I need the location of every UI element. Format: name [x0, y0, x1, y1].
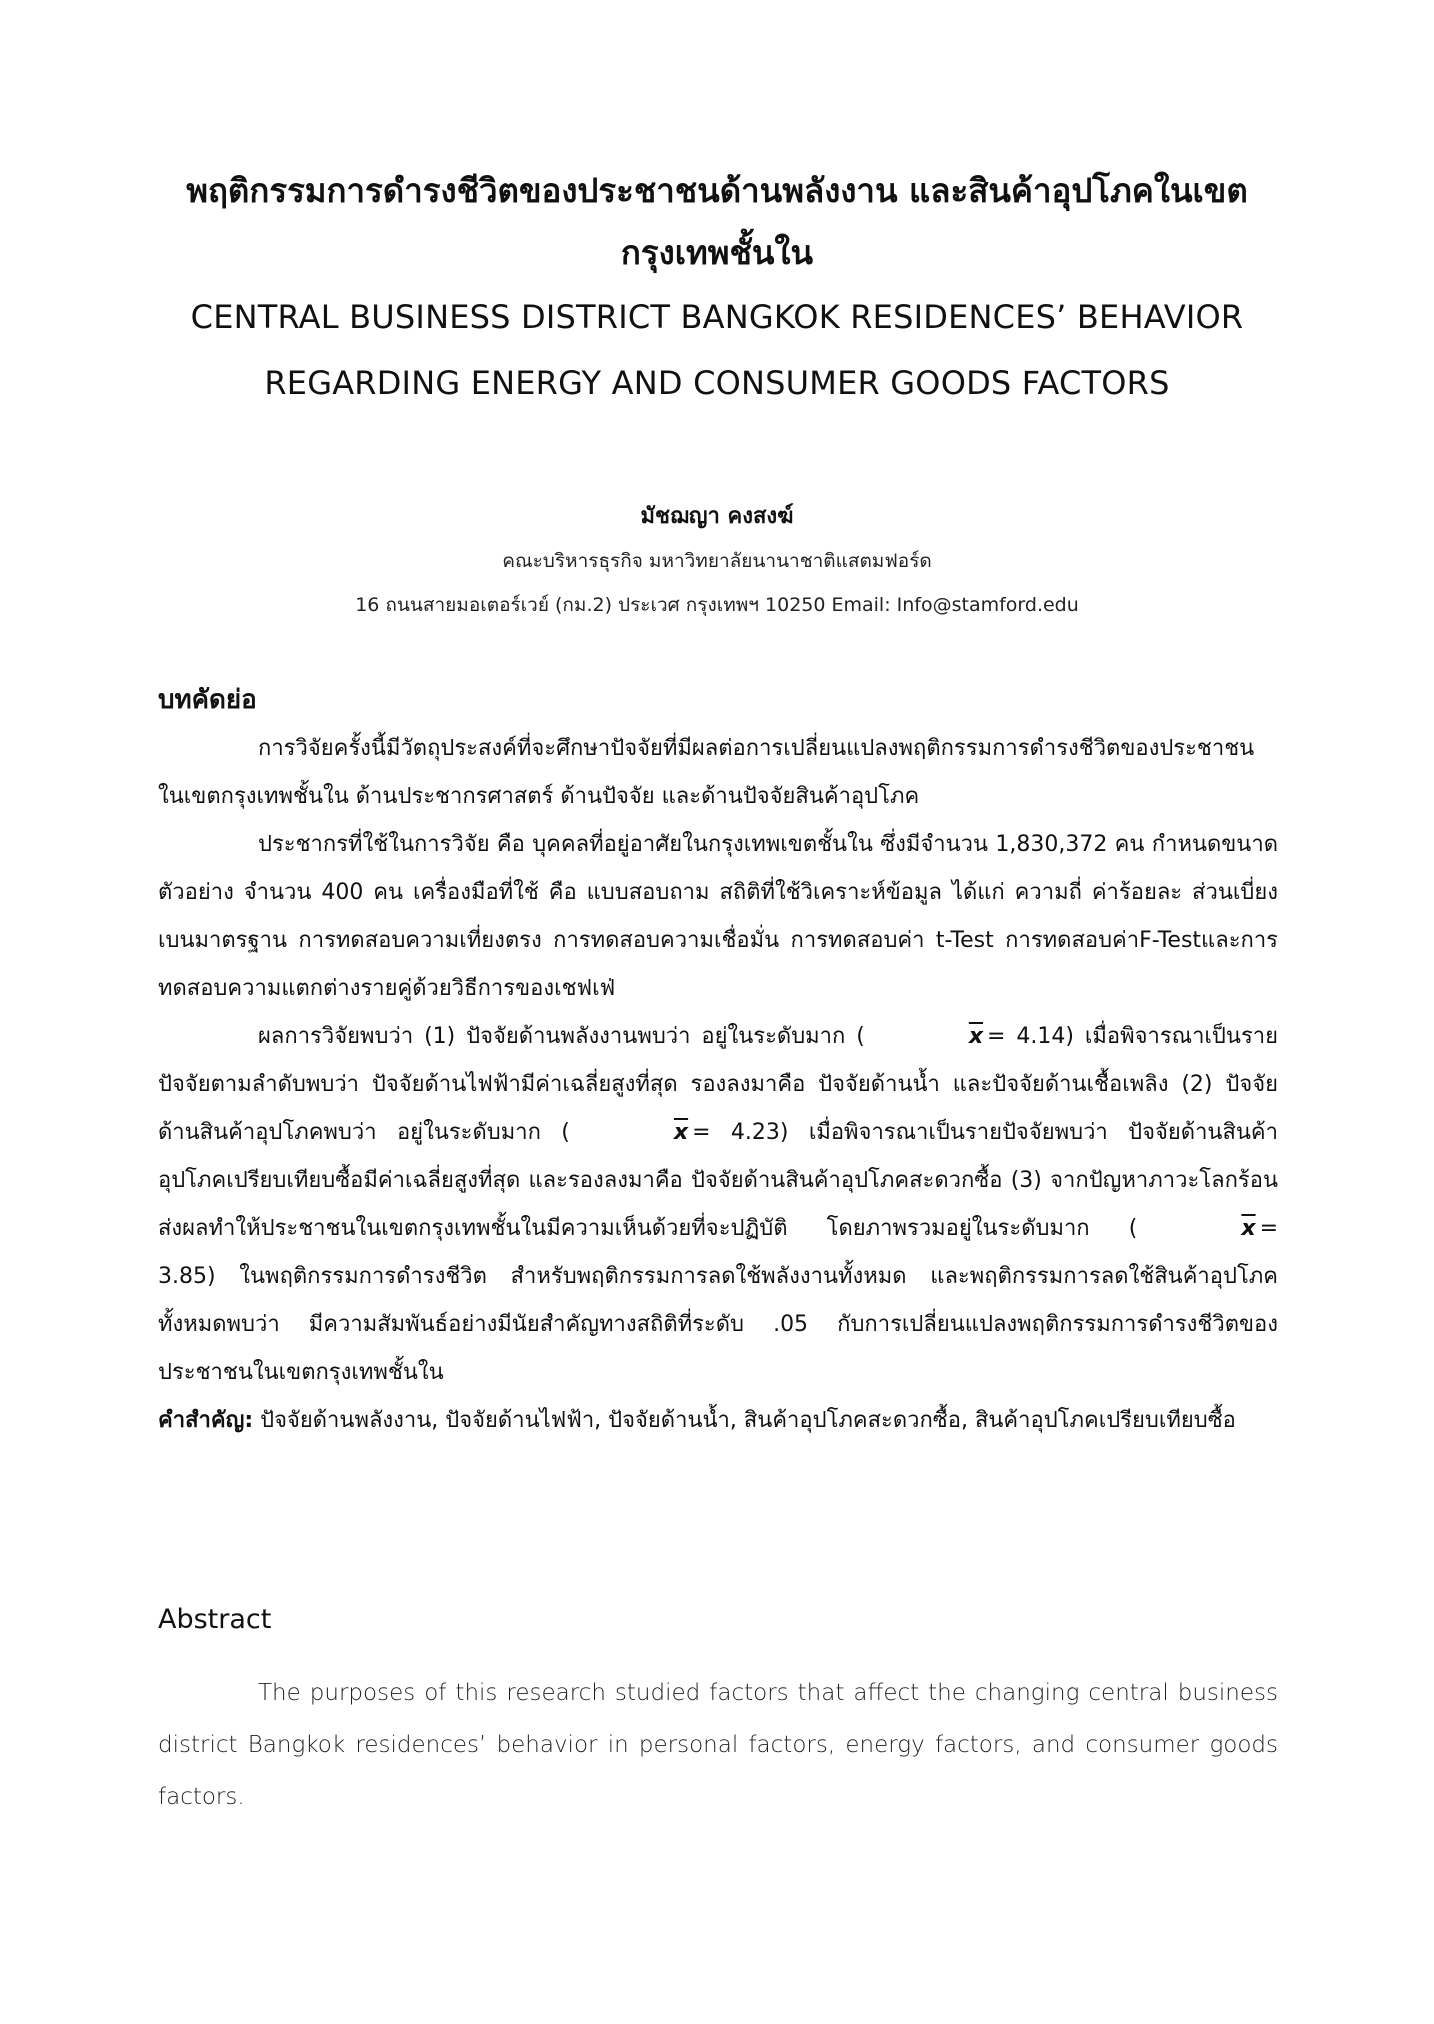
keywords-label: คำสำคัญ:	[158, 1408, 254, 1433]
thai-abstract-section	[158, 675, 1278, 1445]
paragraph-3-text-c: = 4.23) เมื่อพิจารณาเป็นรายปัจจัยพบว่า ปัจจัยด้านสินค้าอุปโภคเปรียบเทียบซื้อมีค่าเฉลี่ยสูงที่สุด และรองลงมาคือ ปัจจัยด้านสินค้าอุปโภคสะดวกซื้อ (3) จากปัญหาภาวะโลกร้อนส่งผลทำให้ประชาชนในเขตกรุงเทพชั้นในมีความเห็นด้วยที่จะปฏิบัติ โดยภาพรวมอยู่ในระดับมาก (	[158, 1120, 1278, 1241]
author-name: มัชฌญา คงสงฆ์	[640, 504, 794, 529]
mean-symbol: $\overline{x}$	[673, 1120, 689, 1145]
paragraph-3-text-b: = 4.14) เมื่อพิจารณาเป็นรายปัจจัยตามลำดับพบว่า ปัจจัยด้านไฟฟ้ามีค่าเฉลี่ยสูงที่สุด รองลงมาคือ ปัจจัยด้านน้ำ และปัจจัยด้านเชื้อเพลิง (2) ปัจจัยด้านสินค้าอุปโภคพบว่า อยู่ในระดับมาก (	[158, 1024, 1279, 1145]
paragraph-3-text-a: ผลการวิจัยพบว่า (1) ปัจจัยด้านพลังงานพบว่า อยู่ในระดับมาก (	[258, 1024, 865, 1049]
keywords-line	[158, 1397, 1278, 1445]
keywords-text: ปัจจัยด้านพลังงาน, ปัจจัยด้านไฟฟ้า, ปัจจัยด้านน้ำ, สินค้าอุปโภคสะดวกซื้อ, สินค้าอุปโภคเปรียบเทียบซื้อ	[260, 1408, 1236, 1433]
english-title-line-1: CENTRAL BUSINESS DISTRICT BANGKOK RESIDENCES’ BEHAVIOR	[190, 298, 1244, 336]
thai-title-line-2: กรุงเทพชั้นใน	[620, 233, 814, 272]
english-title-line-2: REGARDING ENERGY AND CONSUMER GOODS FACTORS	[264, 364, 1170, 402]
author-address: 16 ถนนสายมอเตอร์เวย์ (กม.2) ประเวศ กรุงเทพฯ 10250 Email: Info@stamford.edu	[355, 594, 1079, 616]
english-abstract-paragraph-1: The purposes of this research studied factors that affect the changing central business district Bangkok residences’ behavior in personal factors, energy factors, and consumer goods factors.	[158, 1680, 1278, 1810]
thai-abstract-heading: บทคัดย่อ	[158, 685, 257, 715]
english-abstract-heading: Abstract	[158, 1604, 272, 1635]
paragraph-3-text-d: = 3.85) ในพฤติกรรมการดำรงชีวิต สำหรับพฤติกรรมการลดใช้พลังงานทั้งหมด และพฤติกรรมการลดใช้สินค้าอุปโภคทั้งหมดพบว่า มีความสัมพันธ์อย่างมีนัยสำคัญทางสถิติที่ระดับ .05 กับการเปลี่ยนแปลงพฤติกรรมการดำรงชีวิตของประชาชนในเขตกรุงเทพชั้นใน	[158, 1216, 1278, 1385]
author-faculty: คณะบริหารธุรกิจ มหาวิทยาลัยนานาชาติแสตมฟอร์ด	[502, 550, 932, 572]
mean-symbol: $\overline{x}$	[968, 1024, 984, 1049]
thai-abstract-paragraph-1: การวิจัยครั้งนี้มีวัตถุประสงค์ที่จะศึกษาปัจจัยที่มีผลต่อการเปลี่ยนแปลงพฤติกรรมการดำรงชีวิตของประชาชนในเขตกรุงเทพชั้นใน ด้านประชากรศาสตร์ ด้านปัจจัย และด้านปัจจัยสินค้าอุปโภค	[158, 736, 1255, 809]
mean-symbol: $\overline{x}$	[1241, 1216, 1256, 1241]
spacer	[158, 1645, 1278, 1667]
thai-title-line-1: พฤติกรรมการดำรงชีวิตของประชาชนด้านพลังงาน และสินค้าอุปโภคในเขต	[186, 171, 1248, 210]
thai-abstract-paragraph-3	[158, 1013, 1278, 1397]
title-block	[150, 160, 1284, 416]
author-block	[150, 495, 1284, 627]
thai-abstract-paragraph-2: ประชากรที่ใช้ในการวิจัย คือ บุคคลที่อยู่อาศัยในกรุงเทพเขตชั้นใน ซึ่งมีจำนวน 1,830,372 คน กำหนดขนาดตัวอย่าง จำนวน 400 คน เครื่องมือที่ใช้ คือ แบบสอบถาม สถิติที่ใช้วิเคราะห์ข้อมูล ได้แก่ ความถี่ ค่าร้อยละ ส่วนเบี่ยงเบนมาตรฐาน การทดสอบความเที่ยงตรง การทดสอบความเชื่อมั่น การทดสอบค่า t-Test การทดสอบค่าF-Testและการทดสอบความแตกต่างรายคู่ด้วยวิธีการของเชฟเฟ่	[158, 832, 1278, 1001]
english-abstract-section	[158, 1595, 1278, 1823]
